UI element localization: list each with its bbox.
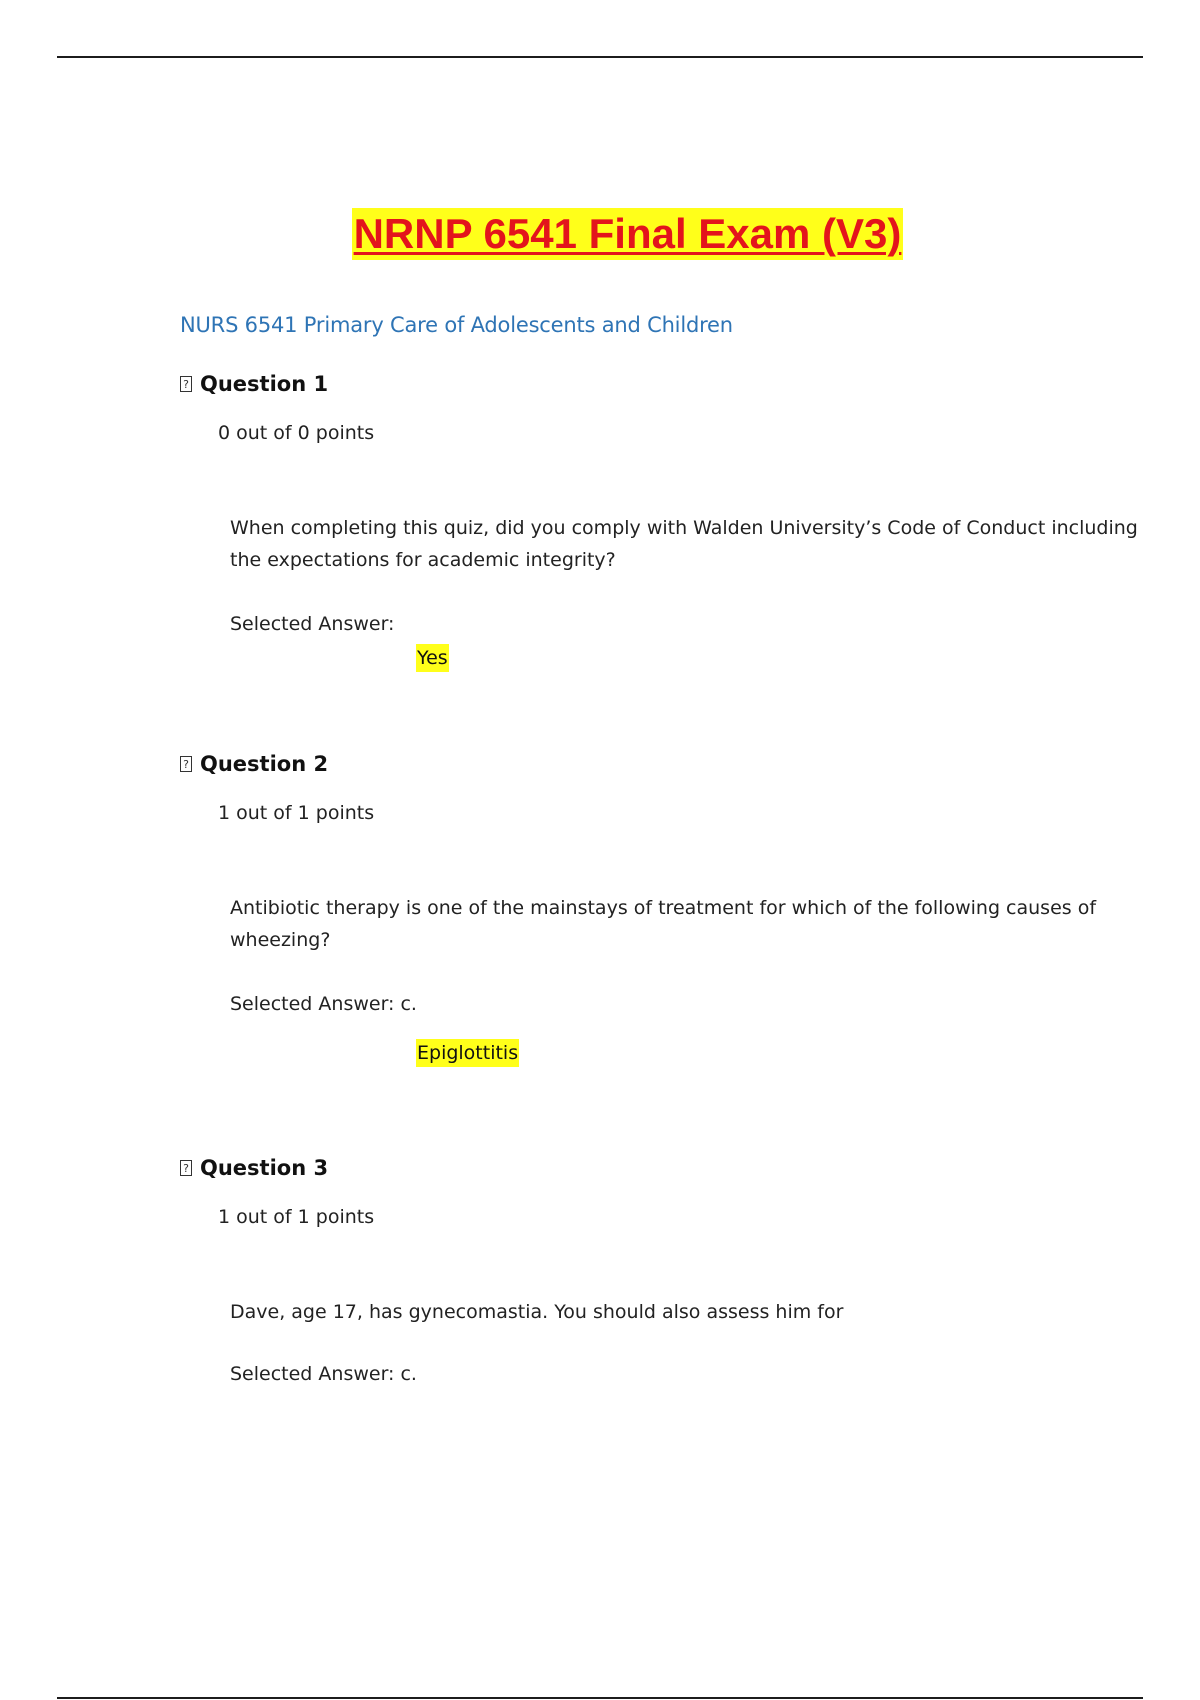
question-points: 0 out of 0 points [218, 422, 375, 444]
selected-answer-label: Selected Answer: c. [230, 993, 417, 1015]
question-mark-icon: ? [180, 756, 192, 772]
question-block-1 [180, 368, 1140, 672]
question-mark-icon: ? [180, 1160, 192, 1176]
document-title: NRNP 6541 Final Exam (V3) [352, 208, 904, 260]
title-container [0, 208, 1200, 260]
selected-answer-label: Selected Answer: [230, 613, 395, 635]
question-block-2 [180, 748, 1140, 1067]
question-header [180, 748, 1140, 780]
question-header [180, 368, 1140, 400]
question-mark-icon: ? [180, 376, 192, 392]
question-points: 1 out of 1 points [218, 1206, 375, 1228]
course-subtitle: NURS 6541 Primary Care of Adolescents and Children [180, 313, 733, 337]
question-points: 1 out of 1 points [218, 802, 375, 824]
selected-answer-value: Yes [416, 644, 449, 672]
selected-answer-value: Epiglottitis [416, 1039, 519, 1067]
question-title: Question 2 [200, 752, 329, 776]
question-text: When completing this quiz, did you comply with Walden University’s Code of Conduct including the expectations for academic integrity? [230, 517, 1138, 571]
question-block-3 [180, 1152, 1140, 1385]
question-text: Antibiotic therapy is one of the mainstays of treatment for which of the following causes of wheezing? [230, 897, 1097, 951]
bottom-rule [57, 1697, 1143, 1699]
question-text: Dave, age 17, has gynecomastia. You should also assess him for [230, 1301, 844, 1323]
question-title: Question 3 [200, 1156, 329, 1180]
question-title: Question 1 [200, 372, 329, 396]
selected-answer-label: Selected Answer: c. [230, 1363, 417, 1385]
top-rule [57, 56, 1143, 58]
question-header [180, 1152, 1140, 1184]
